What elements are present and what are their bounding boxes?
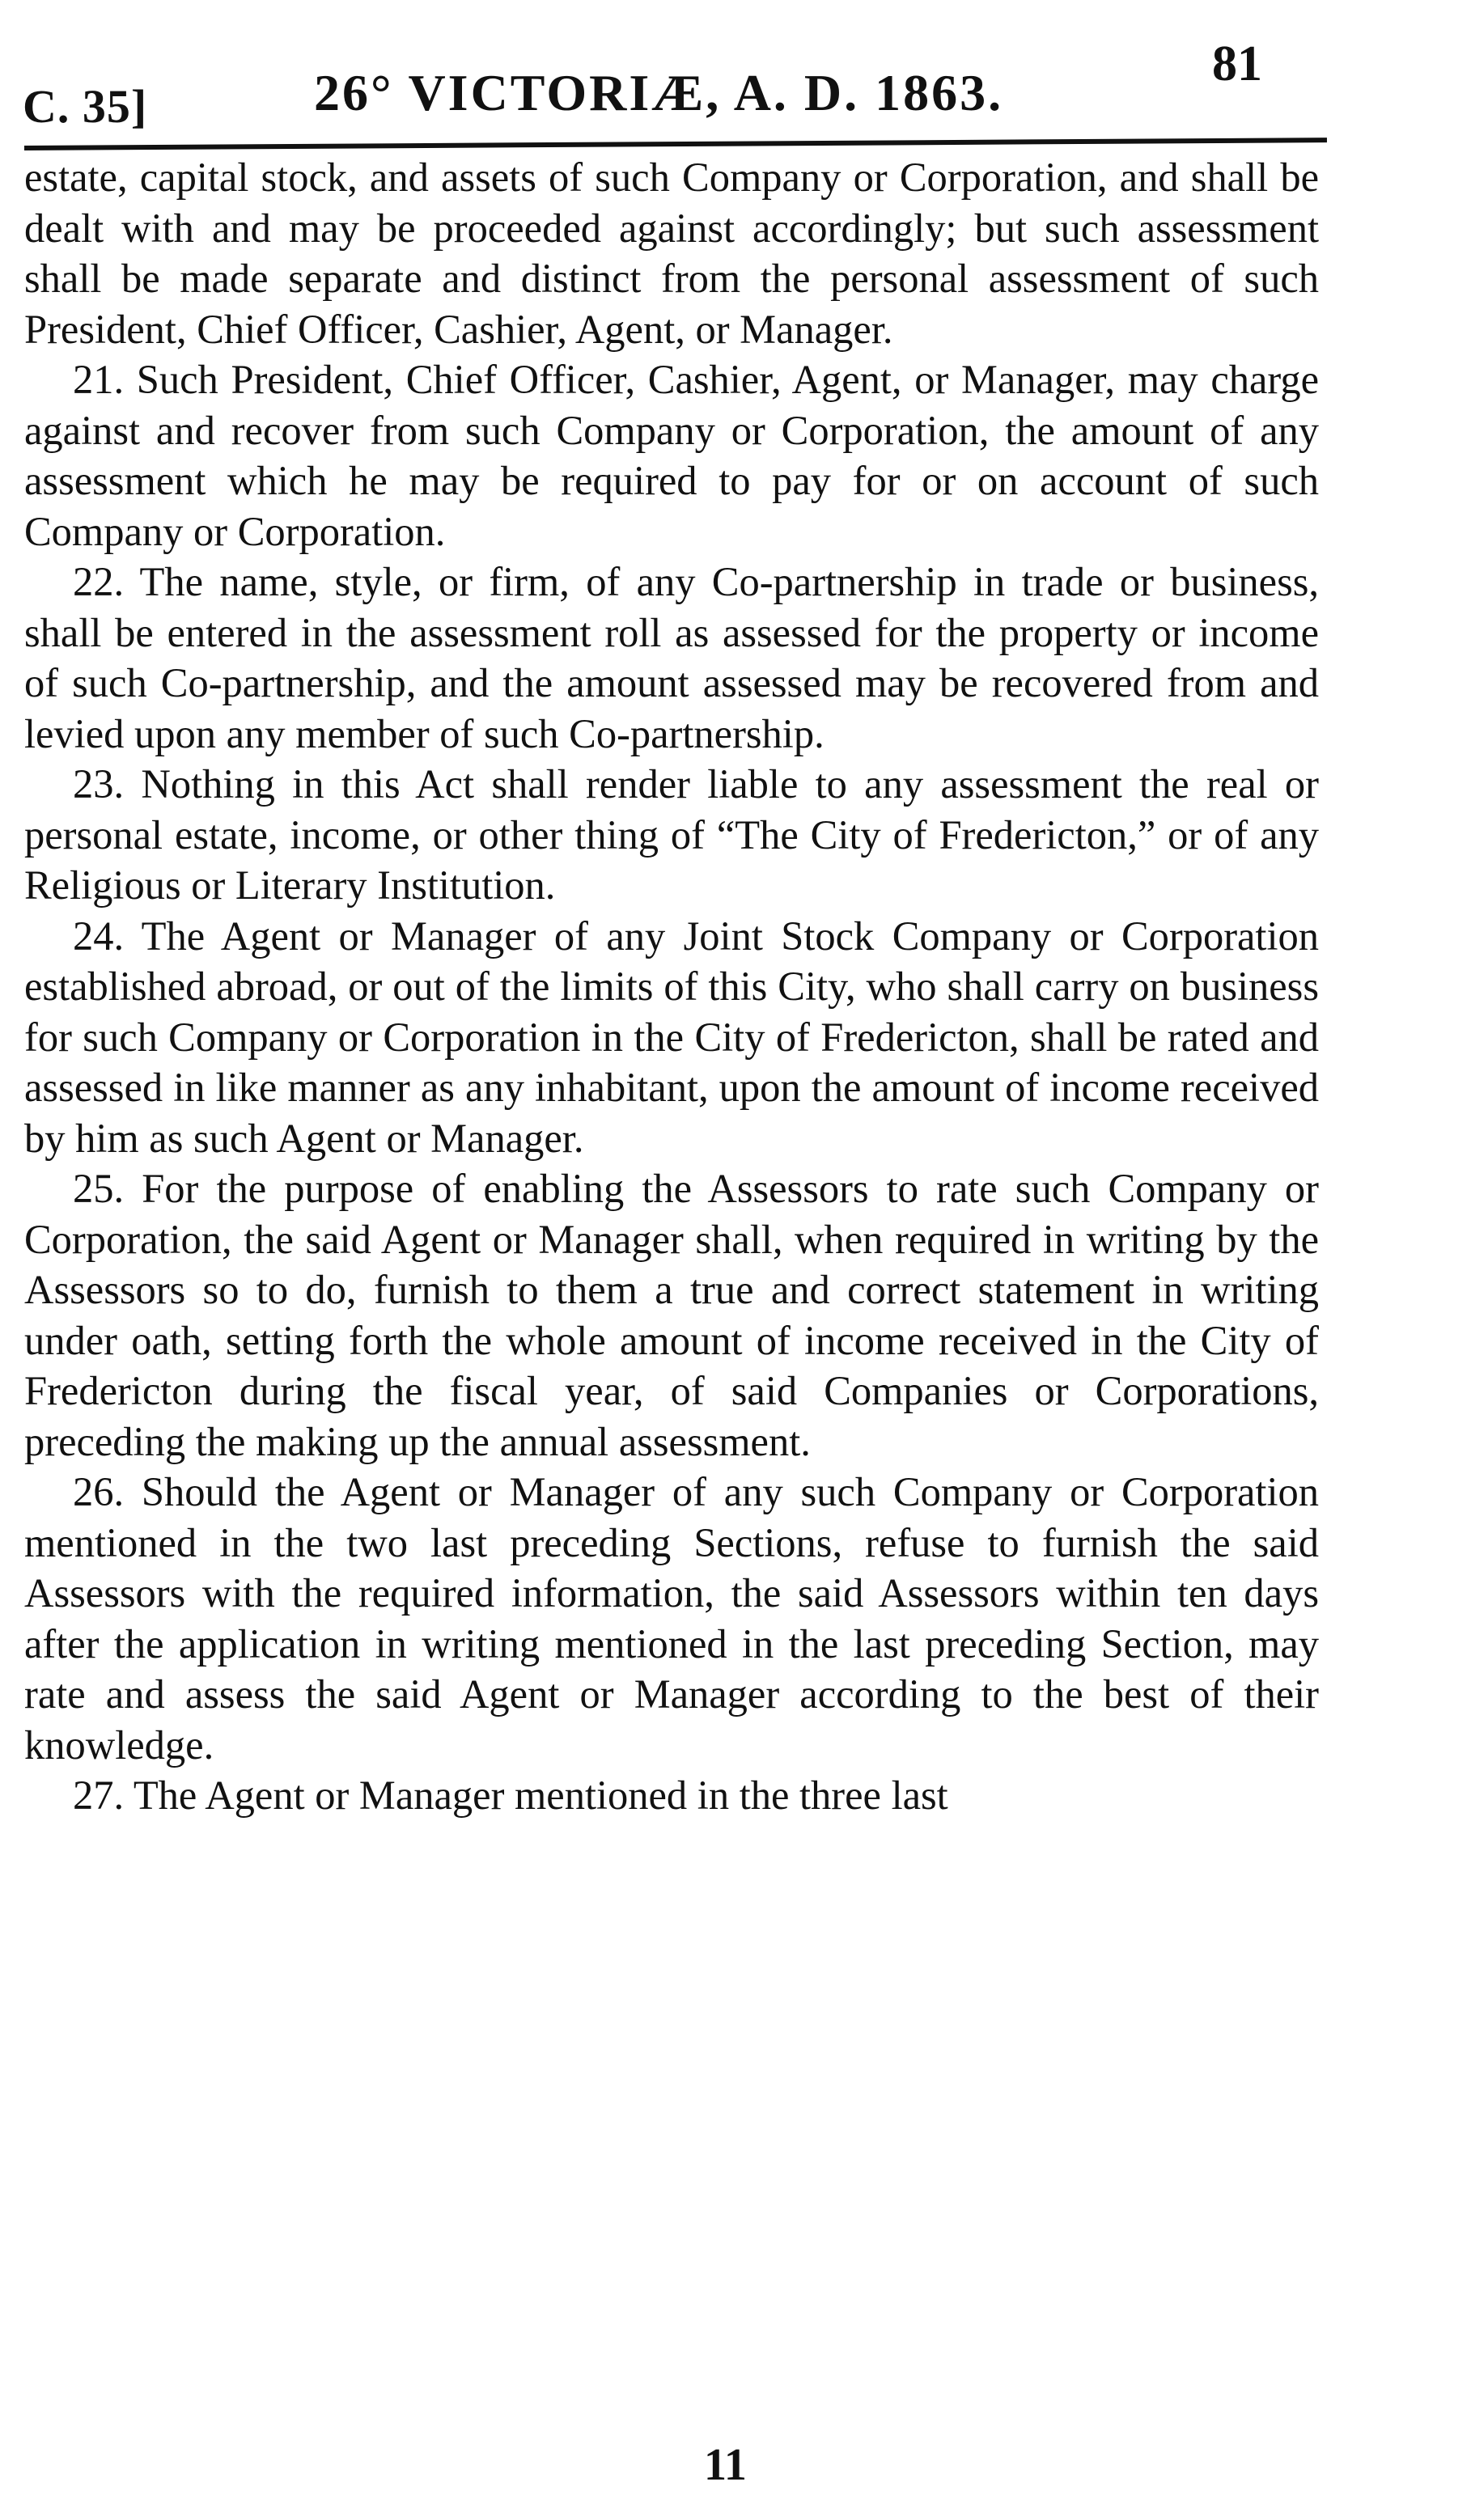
section-24: 24. The Agent or Manager of any Joint Stock Company or Corporation established abroad, or out of the limits of this City, who shall carry on business for such Company or Corporation in the City of Fredericton, shall be rated and assessed in like manner as any inhabitant, upon the amount of income received by him as such Agent or Manager.: [24, 913, 1319, 1161]
page-number: 81: [1212, 36, 1262, 91]
chapter-reference: C. 35]: [23, 80, 148, 133]
signature-mark: 11: [704, 2440, 747, 2490]
header-rule: [24, 138, 1327, 150]
running-title: 26° VICTORIÆ, A. D. 1863.: [314, 64, 1004, 121]
section-22: 22. The name, style, or firm, of any Co-partnership in trade or business, shall be entered in the assessment roll as assessed for the property or income of such Co-partnership, and the amount assessed may be recovered from and levied upon any member of such Co-partnership.: [24, 559, 1319, 756]
section-26: 26. Should the Agent or Manager of any such Company or Corporation mentioned in the two last preceding Sections, refuse to furnish the said Assessors with the required information, the said Assessors within ten days after the application in writing mentioned in the last preceding Section, may rate and assess the said Agent or Manager according to the best of their knowledge.: [24, 1469, 1319, 1768]
continuation-paragraph: estate, capital stock, and assets of such Company or Corporation, and shall be dealt with and may be proceeded against accordingly; but such assessment shall be made separate and distinct from the personal assessment of such President, Chief Officer, Cashier, Agent, or Manager.: [24, 155, 1319, 352]
body-text: [24, 152, 1319, 1821]
section-21: 21. Such President, Chief Officer, Cashier, Agent, or Manager, may charge against and recover from such Company or Corporation, the amount of any assessment which he may be required to pay for or on account of such Company or Corporation.: [24, 357, 1319, 554]
section-23: 23. Nothing in this Act shall render liable to any assessment the real or personal estate, income, or other thing of “The City of Fredericton,” or of any Religious or Literary Institution.: [24, 761, 1319, 908]
page-header: [23, 32, 1317, 133]
section-25: 25. For the purpose of enabling the Assessors to rate such Company or Corporation, the said Agent or Manager shall, when required in writing by the Assessors so to do, furnish to them a true and correct statement in writing under oath, setting forth the whole amount of income received in the City of Fredericton during the fiscal year, of said Companies or Corporations, preceding the making up the annual assessment.: [24, 1166, 1319, 1464]
section-27: 27. The Agent or Manager mentioned in the three last: [73, 1772, 948, 1818]
